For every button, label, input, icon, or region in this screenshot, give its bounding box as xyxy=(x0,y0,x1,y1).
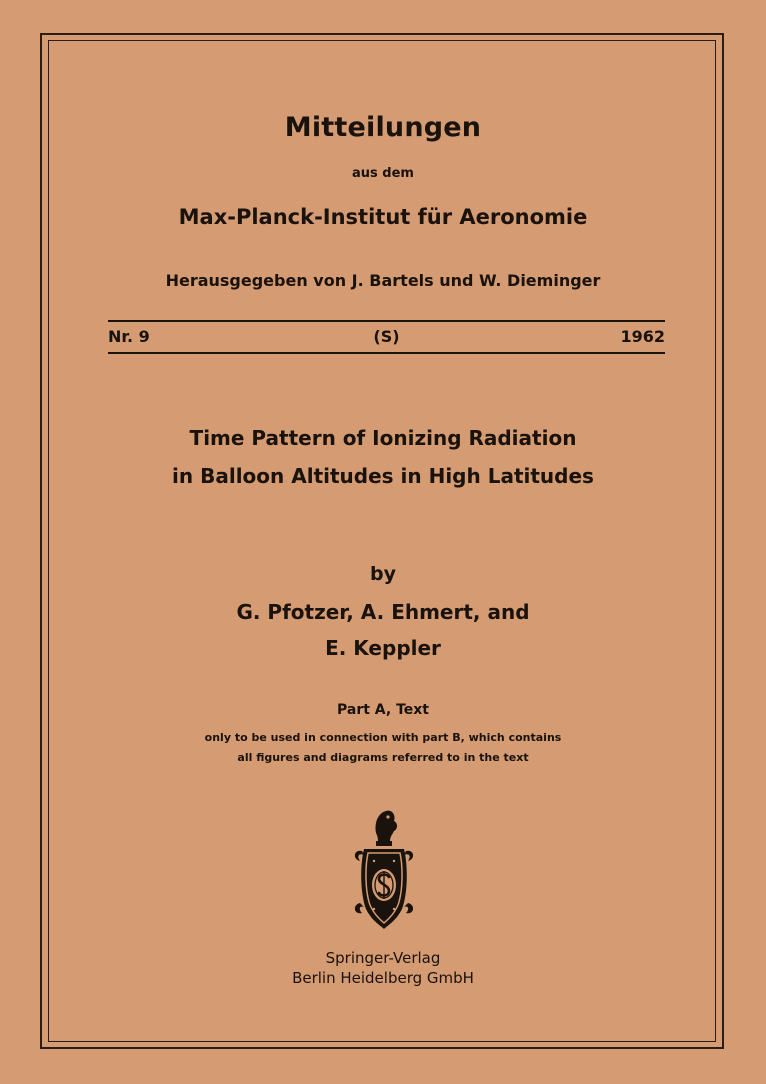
series-subtitle: aus dem xyxy=(352,166,414,181)
bottom-rule-divider xyxy=(108,352,665,354)
authors-line-2: E. Keppler xyxy=(325,636,441,660)
by-label: by xyxy=(370,563,396,585)
publisher-name: Springer-Verlag xyxy=(325,949,441,967)
usage-note-line-2: all figures and diagrams referred to in the text xyxy=(237,751,529,764)
usage-note-line-1: only to be used in connection with part B, which contains xyxy=(204,731,562,744)
editors-line: Herausgegeben von J. Bartels und W. Dieminger xyxy=(165,271,601,290)
issue-year: 1962 xyxy=(620,327,665,346)
paper-title-line-1: Time Pattern of Ionizing Radiation xyxy=(189,426,577,450)
paper-title-line-2: in Balloon Altitudes in High Latitudes xyxy=(172,464,594,488)
springer-chess-knight-logo-icon xyxy=(346,805,422,935)
issue-info-row xyxy=(108,327,665,349)
publisher-location: Berlin Heidelberg GmbH xyxy=(292,969,474,987)
part-label: Part A, Text xyxy=(337,702,429,718)
issue-number: Nr. 9 xyxy=(108,327,150,346)
series-title: Mitteilungen xyxy=(284,112,482,143)
top-rule-divider xyxy=(108,320,665,322)
issue-series-code: (S) xyxy=(373,327,400,346)
authors-line-1: G. Pfotzer, A. Ehmert, and xyxy=(236,600,530,624)
institute-name: Max-Planck-Institut für Aeronomie xyxy=(178,205,588,229)
